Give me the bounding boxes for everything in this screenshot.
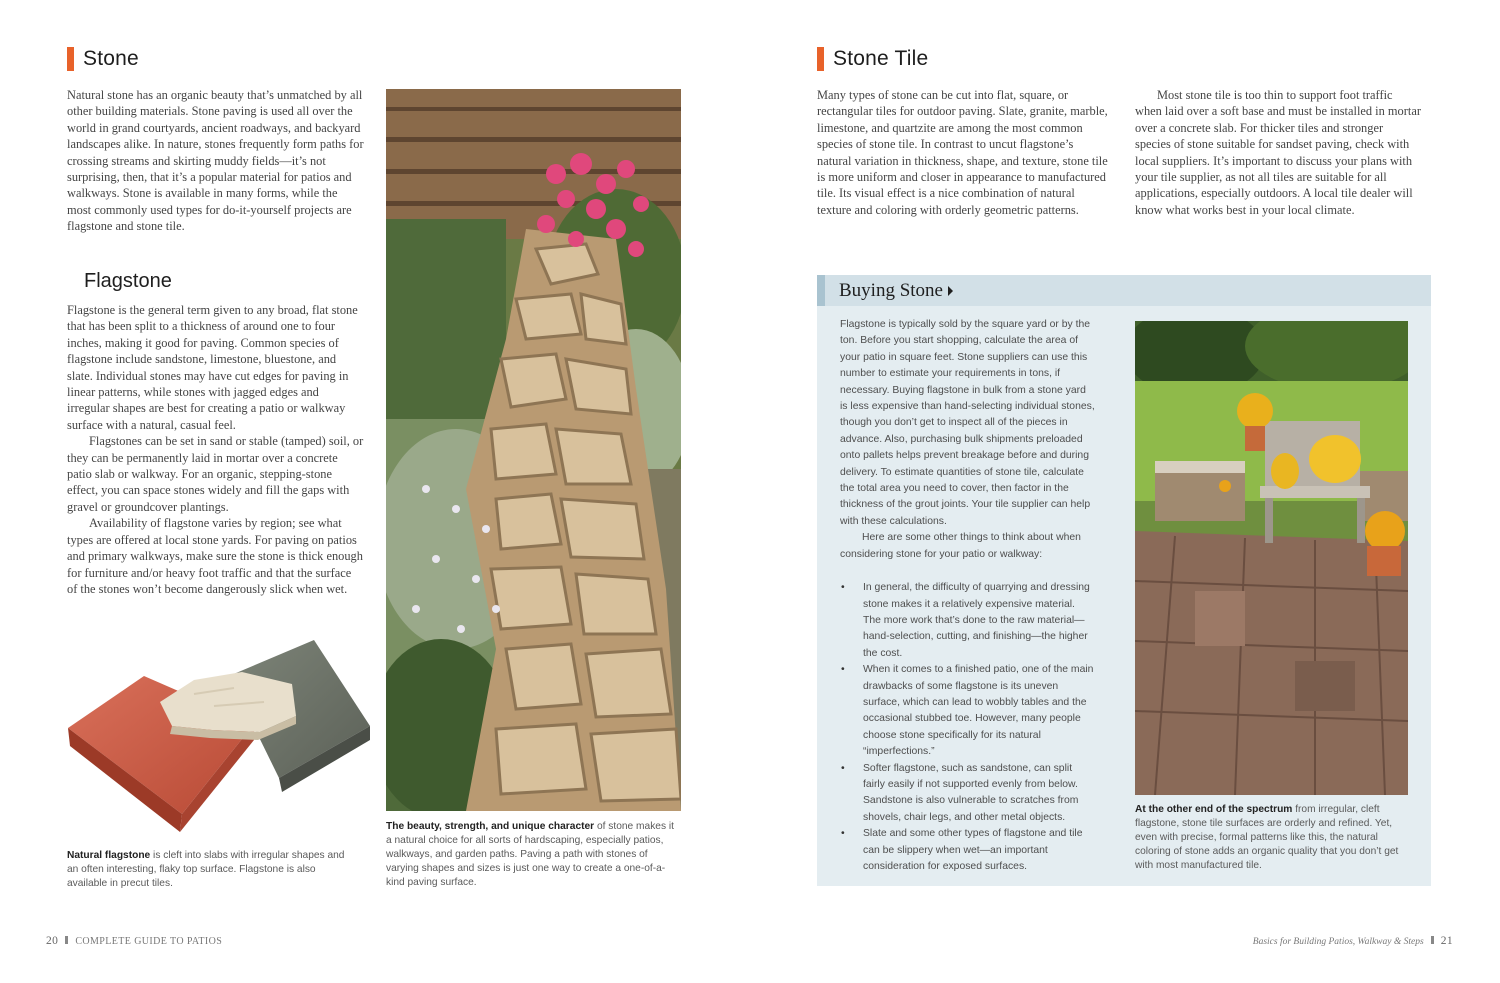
flagstone-heading: Flagstone (84, 270, 172, 292)
flagstone-photo-caption (67, 849, 357, 891)
patio-caption-lead: At the other end of the spectrum (1135, 804, 1293, 815)
stone-tile-text-1: Many types of stone can be cut into flat, square, or rectangular tiles for outdoor paving. Slate, granite, marble, limestone, and quartzite are among the most common species of stone tile. In contrast to uncut flagstone’s natural variation in thickness, shape, and texture, stone tile is more uniform and closer in appearance to manufactured tile. Its visual effect is a nice combination of natural texture and coloring with orderly geometric patterns. (817, 88, 1108, 217)
buying-stone-body (840, 317, 1095, 875)
sidebar-header-accent (817, 275, 825, 306)
buying-stone-title: Buying Stone (839, 279, 943, 301)
heading-accent-bar (67, 47, 74, 71)
book-title: COMPLETE GUIDE TO PATIOS (75, 936, 223, 947)
path-caption-text: of stone makes it a natural choice for all sorts of hardscaping, especially patios, walkways, and garden paths. Paving a path with stones of varying shapes and sizes is just one way to create a one-of-a-kind paving surface. (386, 821, 674, 888)
stone-tile-text-2: Most stone tile is too thin to support foot traffic when laid over a soft base and must be installed in mortar over a concrete slab. For thicker tiles and stronger species of stone suitable for sandset paving, check with local suppliers. It’s important to discuss your plans with your tile supplier, as not all tiles are suitable for all applications, especially outdoors. A local tile dealer will know what works best in your local climate. (1135, 88, 1421, 217)
stone-intro-paragraph (67, 87, 364, 235)
buying-stone-sidebar (817, 275, 1431, 886)
garden-path-caption (386, 820, 682, 890)
left-page-number: 20 (46, 935, 59, 947)
chapter-title: Basics for Building Patios, Walkway & Steps (1252, 937, 1424, 947)
stone-heading-text: Stone (83, 47, 139, 70)
flagstone-paragraph-2: Flagstones can be set in sand or stable (tamped) soil, or they can be permanently laid in mortar over a concrete patio slab or walkway. For an organic, stepping-stone effect, you can space stones widely and fill the gaps with gravel or groundcover plantings. (67, 434, 364, 514)
stone-tile-heading (817, 47, 928, 71)
stone-tile-patio-photo (1135, 321, 1408, 795)
right-page-number: 21 (1440, 935, 1453, 947)
list-item: • Slate and some other types of flagstone and tile can be slippery when wet—an important consideration for exposed surfaces. (840, 826, 1095, 875)
buying-stone-paragraph-1: Flagstone is typically sold by the square yard or by the ton. Before you start shopping, calculate the area of your patio in square feet. Stone suppliers can use this number to estimate your requirements in tons, if necessary. Buying flagstone in bulk from a stone yard is less expensive than hand-selecting individual stones, though you don’t get to inspect all of the pieces in advance. Also, purchasing bulk shipments preloaded onto pallets helps prevent breakage before and during delivery. To estimate quantities of stone tile, calculate the total area you need to cover, then factor in the thickness of the grout joints. Your tile supplier can help with these calculations. (840, 319, 1095, 527)
list-item: • In general, the difficulty of quarrying and dressing stone makes it a relatively expensive material. The more work that’s done to the raw material—hand-selection, cutting, and finishing—the higher the cost. (840, 580, 1095, 662)
flagstone-paragraph-1: Flagstone is the general term given to any broad, flat stone that has been split to a thickness of around one to four inches, making it good for paving. Common species of flagstone include sandstone, limestone, bluestone, and slate. Individual stones may have cut edges for paving in linear patterns, while stones with jagged edges and irregular shapes are best for creating a patio or walkway surface with a natural, casual feel. (67, 303, 358, 432)
buying-stone-bullet-list (840, 580, 1095, 875)
right-page-footer (1253, 935, 1453, 947)
path-caption-lead: The beauty, strength, and unique character (386, 821, 595, 832)
patio-caption-text: from irregular, cleft flagstone, stone tile surfaces are orderly and refined. Yet, even with precise, formal patterns like this, the natural coloring of stone adds an organic quality that you don’t get with most manufactured tile. (1135, 804, 1399, 871)
flagstone-samples-photo (64, 636, 372, 834)
stone-tile-column-1 (817, 87, 1109, 218)
stone-heading (67, 47, 139, 71)
flagstone-body (67, 302, 364, 597)
flagstone-caption-lead: Natural flagstone (67, 850, 151, 861)
flagstone-paragraph-3: Availability of flagstone varies by region; see what types are offered at local stone yards. For paving on patios and primary walkways, make sure the stone is thick enough for furniture and/or heavy foot traffic and that the surface of the stones won’t become dangerously slick when wet. (67, 516, 363, 596)
garden-path-photo (386, 89, 681, 811)
list-item: • When it comes to a finished patio, one of the main drawbacks of some flagstone is its uneven surface, which can lead to wobbly tables and the occasional stubbed toe. However, many people choose stone specifically for its natural “imperfections.” (840, 662, 1095, 760)
arrow-right-icon (948, 286, 953, 296)
patio-photo-caption (1135, 803, 1415, 873)
left-page-footer (46, 935, 222, 947)
heading-accent-bar (817, 47, 824, 71)
flagstone-caption-text: is cleft into slabs with irregular shapes and an often interesting, flaky top surface. Flagstone is also available in precut tiles. (67, 850, 345, 889)
buying-stone-paragraph-2: Here are some other things to think about when considering stone for your patio or walkway: (840, 532, 1081, 560)
buying-stone-header (817, 275, 1431, 306)
stone-tile-column-2 (1135, 87, 1421, 218)
footer-separator (1431, 936, 1434, 944)
list-item: • Softer flagstone, such as sandstone, can split fairly easily if not supported evenly from below. Sandstone is also vulnerable to scratches from shovels, chair legs, and other metal objects. (840, 761, 1095, 827)
stone-tile-heading-text: Stone Tile (833, 47, 929, 70)
stone-intro-text: Natural stone has an organic beauty that’s unmatched by all other building materials. Stone paving is used all over the world in grand courtyards, ancient roadways, and backyard landscapes alike. In nature, stones frequently form paths for crossing streams and skirting muddy fields—it’s not surprising, then, that it’s a popular material for patios and walkways. Stone is available in many forms, while the most commonly used types for do-it-yourself projects are flagstone and stone tile. (67, 88, 364, 234)
footer-separator (65, 936, 68, 944)
